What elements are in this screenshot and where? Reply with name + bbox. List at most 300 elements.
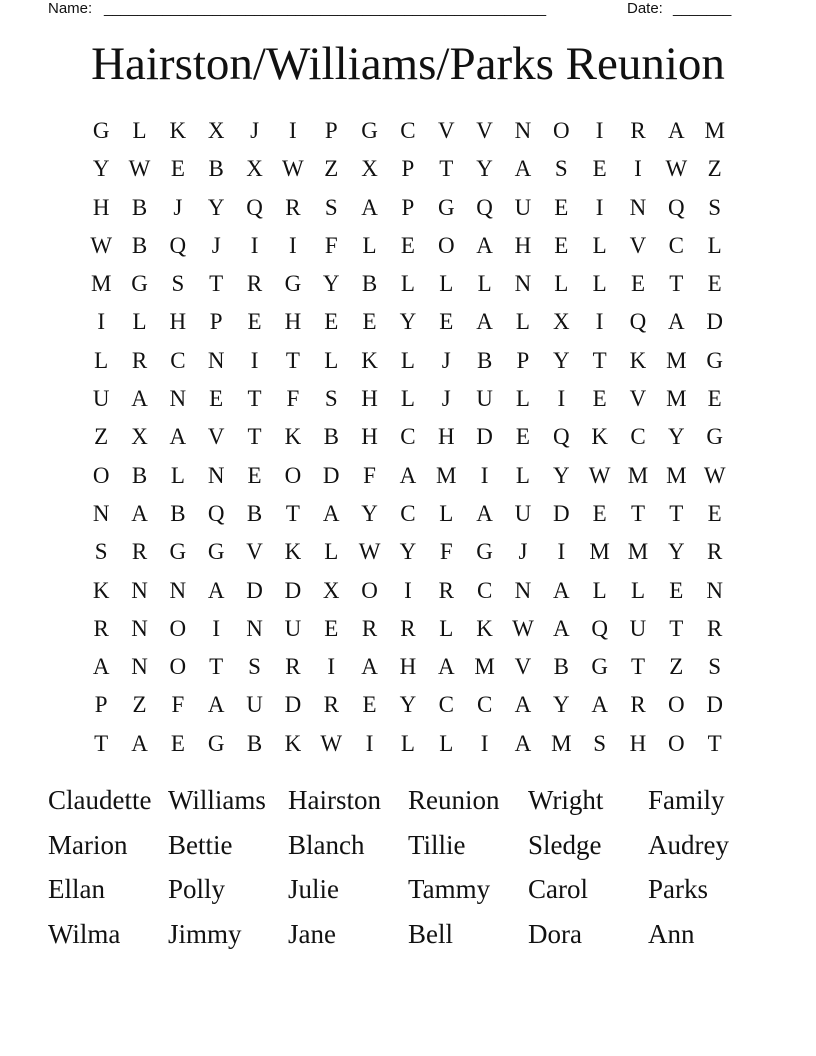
- word-bank-item: Julie: [288, 874, 339, 904]
- grid-letter: L: [170, 462, 185, 488]
- grid-row: [82, 418, 734, 456]
- grid-letter: A: [476, 309, 493, 335]
- grid-letter: B: [208, 156, 224, 182]
- grid-letter: R: [438, 577, 454, 603]
- grid-letter: V: [476, 118, 493, 143]
- grid-letter: H: [361, 424, 378, 450]
- grid-letter: T: [247, 386, 262, 412]
- grid-letter: N: [207, 347, 225, 373]
- grid-row: [82, 725, 734, 763]
- grid-letter: S: [708, 194, 722, 220]
- grid-letter: N: [92, 500, 110, 526]
- grid-letter: J: [211, 232, 221, 258]
- word-bank-item: Family: [648, 785, 725, 815]
- grid-letter: I: [250, 347, 259, 373]
- word-bank-item: Jane: [288, 918, 336, 949]
- word-bank-item: Bettie: [168, 829, 233, 860]
- grid-letter: F: [363, 462, 376, 488]
- grid-letter: D: [476, 424, 493, 450]
- grid-letter: O: [437, 232, 455, 258]
- grid-letter: N: [514, 118, 532, 143]
- grid-letter: R: [93, 615, 109, 641]
- grid-letter: W: [320, 730, 343, 756]
- grid-letter: P: [324, 118, 338, 143]
- grid-letter: M: [589, 539, 610, 565]
- grid-letter: I: [595, 309, 604, 335]
- grid-letter: T: [209, 271, 224, 297]
- grid-letter: S: [708, 654, 722, 680]
- grid-letter: B: [246, 730, 263, 756]
- grid-letter: V: [629, 232, 647, 258]
- grid-letter: Q: [591, 615, 608, 641]
- grid-letter: A: [361, 194, 378, 220]
- grid-letter: Y: [399, 692, 417, 718]
- grid-letter: Q: [169, 232, 187, 258]
- word-bank-item: Claudette: [48, 785, 152, 815]
- grid-letter: E: [170, 156, 185, 182]
- grid-letter: E: [209, 386, 224, 412]
- grid-letter: C: [630, 424, 646, 450]
- word-bank-item: Parks: [648, 874, 708, 904]
- grid-letter: Y: [668, 539, 685, 565]
- grid-letter: G: [706, 347, 723, 373]
- grid-letter: S: [171, 271, 185, 297]
- grid-letter: Z: [707, 156, 722, 182]
- word-bank-item: Sledge: [528, 829, 602, 860]
- grid-letter: A: [92, 654, 110, 680]
- grid-letter: T: [285, 347, 300, 373]
- grid-letter: O: [92, 462, 110, 488]
- grid-letter: M: [551, 730, 572, 756]
- grid-letter: U: [92, 386, 110, 412]
- grid-row: [82, 572, 734, 610]
- grid-letter: Q: [207, 500, 225, 526]
- grid-letter: S: [94, 539, 108, 565]
- grid-letter: B: [131, 194, 148, 220]
- grid-letter: I: [250, 232, 259, 258]
- word-bank-item: Ellan: [48, 874, 105, 904]
- grid-letter: O: [284, 462, 302, 488]
- grid-letter: X: [322, 577, 340, 603]
- grid-letter: R: [323, 692, 339, 718]
- grid-letter: L: [592, 577, 607, 603]
- grid-letter: P: [209, 309, 223, 335]
- grid-letter: J: [518, 539, 528, 565]
- grid-letter: I: [97, 309, 105, 335]
- grid-letter: A: [169, 424, 187, 450]
- grid-letter: B: [361, 271, 378, 297]
- grid-letter: G: [169, 539, 187, 565]
- grid-letter: Y: [361, 500, 378, 526]
- grid-letter: R: [285, 194, 301, 220]
- grid-row: [82, 457, 734, 495]
- grid-letter: Y: [476, 156, 493, 182]
- grid-letter: C: [400, 500, 416, 526]
- grid-letter: M: [666, 347, 687, 373]
- grid-letter: G: [591, 654, 608, 680]
- grid-letter: I: [212, 615, 221, 641]
- grid-letter: L: [400, 730, 415, 756]
- grid-letter: E: [400, 232, 415, 258]
- grid-letter: Y: [552, 462, 570, 488]
- grid-letter: Y: [668, 424, 685, 450]
- grid-letter: A: [514, 692, 532, 718]
- grid-letter: K: [629, 347, 647, 373]
- grid-letter: S: [593, 730, 607, 756]
- grid-letter: Q: [629, 309, 647, 335]
- grid-letter: R: [707, 539, 723, 565]
- grid-letter: N: [207, 462, 225, 488]
- grid-letter: C: [170, 347, 186, 373]
- grid-letter: N: [629, 194, 647, 220]
- grid-letter: M: [474, 654, 495, 680]
- grid-letter: A: [322, 500, 340, 526]
- grid-letter: I: [557, 386, 566, 412]
- grid-letter: P: [516, 347, 530, 373]
- grid-letter: Y: [322, 271, 340, 297]
- grid-letter: A: [131, 730, 148, 756]
- grid-letter: Z: [669, 654, 684, 680]
- grid-letter: M: [627, 539, 649, 565]
- letter-grid: [82, 112, 734, 763]
- word-bank-item: Dora: [528, 918, 582, 949]
- grid-letter: E: [247, 309, 262, 335]
- grid-letter: E: [592, 386, 607, 412]
- grid-letter: L: [707, 232, 722, 258]
- grid-letter: E: [707, 386, 722, 412]
- grid-letter: Q: [246, 194, 263, 220]
- page-title: Hairston/Williams/Parks Reunion: [91, 38, 725, 90]
- word-bank-item: Carol: [528, 874, 588, 904]
- grid-letter: D: [706, 692, 723, 718]
- grid-letter: B: [553, 654, 569, 680]
- grid-letter: R: [630, 692, 646, 718]
- grid-letter: B: [170, 500, 186, 526]
- grid-letter: F: [324, 232, 338, 258]
- grid-letter: C: [668, 232, 684, 258]
- grid-letter: H: [284, 309, 302, 335]
- grid-letter: M: [627, 462, 649, 488]
- grid-letter: R: [246, 271, 263, 297]
- word-bank-item: Jimmy: [168, 918, 242, 949]
- grid-letter: X: [361, 156, 378, 182]
- grid-letter: A: [668, 309, 685, 335]
- grid-letter: D: [284, 692, 302, 718]
- grid-letter: W: [282, 156, 304, 182]
- grid-letter: D: [706, 309, 723, 335]
- grid-letter: A: [552, 577, 570, 603]
- grid-letter: H: [169, 309, 187, 335]
- grid-letter: K: [591, 424, 608, 450]
- grid-letter: E: [707, 500, 722, 526]
- grid-letter: L: [439, 271, 454, 297]
- grid-letter: E: [324, 615, 339, 641]
- grid-letter: D: [552, 500, 570, 526]
- grid-letter: A: [361, 654, 378, 680]
- grid-letter: Q: [552, 424, 570, 450]
- grid-letter: L: [439, 615, 454, 641]
- grid-row: [82, 495, 734, 533]
- grid-row: [82, 342, 734, 380]
- grid-letter: O: [169, 654, 187, 680]
- grid-letter: S: [324, 194, 338, 220]
- grid-letter: G: [131, 271, 148, 297]
- grid-letter: S: [554, 156, 568, 182]
- grid-letter: J: [173, 194, 183, 220]
- grid-letter: O: [668, 730, 685, 756]
- grid-letter: P: [401, 194, 415, 220]
- grid-letter: S: [324, 386, 338, 412]
- grid-letter: I: [289, 118, 297, 143]
- grid-letter: E: [592, 500, 607, 526]
- grid-letter: E: [324, 309, 339, 335]
- worksheet-header: [48, 0, 740, 20]
- grid-letter: H: [399, 654, 417, 680]
- grid-letter: T: [439, 156, 454, 182]
- grid-letter: D: [322, 462, 340, 488]
- grid-letter: K: [169, 118, 187, 143]
- grid-letter: L: [324, 539, 339, 565]
- grid-letter: M: [666, 386, 687, 412]
- grid-letter: M: [436, 462, 457, 488]
- word-bank-item: Marion: [48, 829, 128, 860]
- grid-letter: A: [591, 692, 608, 718]
- grid-letter: N: [131, 577, 148, 603]
- grid-letter: W: [512, 615, 534, 641]
- grid-letter: U: [629, 615, 647, 641]
- grid-letter: Y: [552, 347, 570, 373]
- grid-letter: H: [92, 194, 110, 220]
- grid-letter: Q: [668, 194, 685, 220]
- grid-letter: A: [476, 232, 493, 258]
- grid-letter: X: [207, 118, 225, 143]
- grid-letter: K: [284, 539, 302, 565]
- word-bank-item: Tammy: [408, 874, 491, 904]
- grid-letter: O: [668, 692, 685, 718]
- name-label: Name:: [48, 0, 93, 17]
- grid-letter: N: [169, 386, 187, 412]
- grid-letter: R: [131, 347, 148, 373]
- grid-letter: L: [400, 386, 415, 412]
- grid-letter: T: [669, 500, 684, 526]
- word-bank-item: Polly: [168, 874, 226, 904]
- grid-letter: K: [476, 615, 493, 641]
- grid-letter: B: [131, 462, 148, 488]
- grid-letter: Z: [324, 156, 339, 182]
- grid-letter: C: [400, 424, 416, 450]
- grid-letter: N: [131, 654, 148, 680]
- word-bank-item: Tillie: [408, 829, 466, 860]
- grid-letter: Z: [94, 424, 109, 450]
- grid-letter: N: [706, 577, 723, 603]
- grid-letter: L: [400, 347, 415, 373]
- grid-letter: L: [132, 118, 147, 143]
- grid-letter: I: [404, 577, 412, 603]
- grid-letter: N: [514, 271, 532, 297]
- grid-letter: R: [285, 654, 301, 680]
- grid-letter: C: [476, 577, 493, 603]
- grid-letter: P: [401, 156, 415, 182]
- grid-letter: T: [707, 730, 722, 756]
- word-bank: [48, 778, 768, 956]
- grid-letter: K: [284, 424, 302, 450]
- grid-letter: K: [361, 347, 378, 373]
- grid-row: [82, 189, 734, 227]
- grid-letter: B: [323, 424, 339, 450]
- grid-letter: T: [669, 271, 684, 297]
- grid-letter: A: [437, 654, 455, 680]
- grid-letter: K: [284, 730, 302, 756]
- grid-letter: E: [362, 309, 377, 335]
- grid-row: [82, 227, 734, 265]
- grid-row: [82, 150, 734, 188]
- grid-letter: C: [400, 118, 416, 143]
- grid-letter: V: [514, 654, 532, 680]
- grid-letter: E: [515, 424, 530, 450]
- grid-letter: G: [207, 730, 225, 756]
- grid-letter: I: [595, 118, 604, 143]
- grid-row: [82, 648, 734, 686]
- grid-letter: P: [94, 692, 108, 718]
- grid-letter: A: [131, 386, 148, 412]
- grid-letter: T: [247, 424, 262, 450]
- grid-letter: A: [552, 615, 570, 641]
- grid-letter: L: [515, 462, 530, 488]
- grid-letter: M: [704, 118, 725, 143]
- grid-letter: Y: [552, 692, 570, 718]
- grid-letter: T: [592, 347, 607, 373]
- word-bank-item: Blanch: [288, 829, 365, 860]
- grid-letter: O: [169, 615, 187, 641]
- date-blank-line: _______: [673, 0, 732, 17]
- grid-letter: U: [514, 500, 532, 526]
- grid-letter: E: [554, 232, 569, 258]
- grid-letter: W: [90, 232, 113, 258]
- grid-letter: G: [361, 118, 378, 143]
- grid-letter: A: [207, 577, 225, 603]
- grid-letter: E: [630, 271, 646, 297]
- grid-letter: A: [668, 118, 685, 143]
- grid-row: [82, 686, 734, 724]
- grid-letter: T: [94, 730, 109, 756]
- grid-letter: J: [441, 347, 451, 373]
- word-bank-item: Hairston: [288, 785, 381, 815]
- grid-letter: U: [514, 194, 532, 220]
- grid-letter: L: [132, 309, 147, 335]
- grid-letter: E: [554, 194, 569, 220]
- grid-letter: W: [665, 156, 688, 182]
- grid-letter: J: [250, 118, 260, 143]
- date-label: Date:: [627, 0, 663, 17]
- grid-letter: U: [476, 386, 493, 412]
- grid-letter: S: [248, 654, 261, 680]
- grid-letter: A: [514, 156, 532, 182]
- grid-letter: L: [400, 271, 415, 297]
- grid-letter: A: [131, 500, 148, 526]
- grid-letter: U: [246, 692, 263, 718]
- grid-letter: E: [170, 730, 185, 756]
- grid-letter: T: [285, 500, 300, 526]
- grid-letter: L: [362, 232, 377, 258]
- grid-letter: V: [207, 424, 225, 450]
- grid-letter: L: [592, 271, 607, 297]
- grid-letter: E: [592, 156, 607, 182]
- grid-letter: X: [131, 424, 148, 450]
- grid-letter: I: [289, 232, 297, 258]
- grid-letter: B: [131, 232, 148, 258]
- grid-letter: W: [358, 539, 381, 565]
- grid-letter: X: [552, 309, 570, 335]
- grid-letter: L: [439, 500, 454, 526]
- word-bank-item: Wilma: [48, 918, 121, 949]
- grid-letter: N: [169, 577, 187, 603]
- grid-letter: Y: [92, 156, 110, 182]
- grid-row: [82, 265, 734, 303]
- grid-letter: B: [246, 500, 263, 526]
- grid-letter: V: [437, 118, 455, 143]
- grid-letter: N: [246, 615, 263, 641]
- grid-letter: R: [361, 615, 378, 641]
- grid-letter: F: [286, 386, 300, 412]
- grid-letter: F: [439, 539, 453, 565]
- grid-letter: L: [554, 271, 569, 297]
- grid-letter: H: [361, 386, 378, 412]
- grid-letter: H: [514, 232, 532, 258]
- grid-letter: L: [515, 386, 530, 412]
- grid-letter: D: [246, 577, 263, 603]
- grid-letter: R: [630, 118, 646, 143]
- grid-row: [82, 303, 734, 341]
- grid-letter: R: [400, 615, 416, 641]
- grid-letter: B: [476, 347, 493, 373]
- grid-letter: I: [634, 156, 642, 182]
- grid-letter: Y: [207, 194, 225, 220]
- grid-letter: G: [207, 539, 225, 565]
- grid-letter: I: [595, 194, 604, 220]
- word-bank-item: Williams: [168, 785, 266, 815]
- grid-row: [82, 112, 734, 150]
- grid-letter: M: [666, 462, 687, 488]
- grid-letter: I: [480, 462, 489, 488]
- name-blank-line: _____________________________________________________: [104, 0, 547, 17]
- grid-letter: I: [365, 730, 374, 756]
- word-bank-item: Ann: [648, 918, 695, 949]
- word-bank-item: Wright: [528, 785, 604, 815]
- grid-row: [82, 610, 734, 648]
- grid-letter: L: [630, 577, 646, 603]
- grid-letter: E: [247, 462, 262, 488]
- word-bank-item: Reunion: [408, 785, 500, 815]
- grid-letter: E: [362, 692, 377, 718]
- grid-letter: A: [399, 462, 417, 488]
- grid-letter: O: [552, 118, 570, 143]
- grid-letter: C: [476, 692, 493, 718]
- grid-letter: W: [703, 462, 726, 488]
- grid-letter: X: [246, 156, 263, 182]
- grid-letter: T: [630, 654, 646, 680]
- grid-letter: N: [514, 577, 532, 603]
- grid-letter: L: [324, 347, 339, 373]
- grid-letter: T: [630, 500, 646, 526]
- word-bank-item: Bell: [408, 918, 453, 949]
- grid-letter: J: [441, 386, 451, 412]
- grid-letter: A: [207, 692, 225, 718]
- grid-letter: W: [128, 156, 151, 182]
- grid-letter: C: [438, 692, 454, 718]
- word-bank-item: Audrey: [648, 829, 729, 860]
- grid-letter: G: [437, 194, 455, 220]
- grid-letter: V: [246, 539, 263, 565]
